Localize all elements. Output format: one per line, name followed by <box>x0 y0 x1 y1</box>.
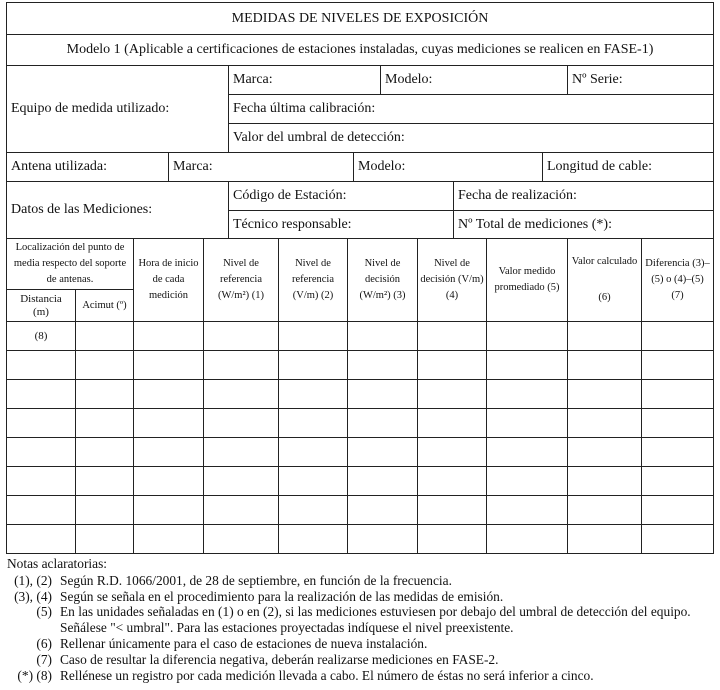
grid-cell[interactable] <box>203 524 279 554</box>
header-calculado-label: Valor calculado <box>571 255 638 267</box>
equipo-serie-field[interactable]: Nº Serie: <box>567 65 714 95</box>
grid-cell[interactable] <box>347 524 418 554</box>
grid-cell[interactable] <box>75 524 134 554</box>
grid-cell[interactable] <box>203 350 279 380</box>
form-title: MEDIDAS DE NIVELES DE EXPOSICIÓN <box>6 2 714 35</box>
grid-cell[interactable] <box>278 466 348 496</box>
note-item <box>7 573 717 589</box>
grid-cell[interactable] <box>203 379 279 409</box>
grid-cell[interactable] <box>75 466 134 496</box>
header-hora: Hora de inicio de cada medición <box>133 238 204 322</box>
grid-cell[interactable] <box>133 321 204 351</box>
grid-cell[interactable] <box>6 524 76 554</box>
notes-title: Notas aclaratorias: <box>7 556 108 571</box>
grid-cell[interactable] <box>133 524 204 554</box>
grid-cell[interactable] <box>641 321 714 351</box>
grid-cell[interactable] <box>278 321 348 351</box>
grid-cell[interactable] <box>641 437 714 467</box>
grid-cell[interactable] <box>486 524 568 554</box>
note-ref: (6) <box>36 635 52 651</box>
note-text: Según R.D. 1066/2001, de 28 de septiembre, en función de la frecuencia. <box>60 572 452 588</box>
datos-label: Datos de las Mediciones: <box>6 181 229 239</box>
note-ref: (3), (4) <box>14 588 52 604</box>
antena-label: Antena utilizada: <box>6 152 169 182</box>
grid-cell[interactable] <box>6 495 76 525</box>
calibracion-field[interactable]: Fecha última calibración: <box>228 94 714 124</box>
grid-cell[interactable] <box>641 495 714 525</box>
fecha-field[interactable]: Fecha de realización: <box>453 181 714 211</box>
notes-section <box>7 556 717 683</box>
umbral-field[interactable]: Valor del umbral de detección: <box>228 123 714 153</box>
grid-cell[interactable] <box>6 379 76 409</box>
grid-cell[interactable] <box>278 437 348 467</box>
grid-cell[interactable] <box>417 379 487 409</box>
grid-cell[interactable] <box>641 466 714 496</box>
grid-cell[interactable] <box>278 495 348 525</box>
header-calculado <box>567 238 642 322</box>
grid-cell[interactable] <box>417 466 487 496</box>
grid-cell[interactable] <box>347 350 418 380</box>
grid-cell[interactable] <box>417 495 487 525</box>
grid-cell[interactable] <box>417 321 487 351</box>
header-promediado: Valor medido promediado (5) <box>486 238 568 322</box>
grid-cell[interactable] <box>75 437 134 467</box>
header-dec-v: Nivel de decisión (V/m) (4) <box>417 238 487 322</box>
note-item <box>7 636 717 652</box>
antena-modelo-field[interactable]: Modelo: <box>353 152 543 182</box>
grid-cell[interactable] <box>75 321 134 351</box>
grid-cell[interactable] <box>641 350 714 380</box>
equipo-marca-field[interactable]: Marca: <box>228 65 381 95</box>
grid-cell[interactable] <box>567 321 642 351</box>
note-text: Según se señala en el procedimiento para la realización de las medidas de emisión. <box>60 588 504 604</box>
grid-cell[interactable] <box>567 350 642 380</box>
total-field[interactable]: Nº Total de mediciones (*): <box>453 210 714 239</box>
cable-field[interactable]: Longitud de cable: <box>542 152 714 182</box>
note-item <box>7 668 717 684</box>
grid-cell[interactable] <box>347 321 418 351</box>
grid-cell[interactable] <box>347 466 418 496</box>
grid-cell[interactable] <box>641 379 714 409</box>
grid-cell[interactable] <box>486 495 568 525</box>
measurement-form <box>6 2 714 554</box>
note-ref: (5) <box>36 604 52 620</box>
grid-cell[interactable] <box>6 408 76 438</box>
grid-cell[interactable] <box>203 437 279 467</box>
note-ref: (7) <box>36 651 52 667</box>
grid-cell[interactable] <box>417 524 487 554</box>
tecnico-field[interactable]: Técnico responsable: <box>228 210 454 239</box>
antena-marca-field[interactable]: Marca: <box>168 152 354 182</box>
grid-cell[interactable] <box>75 495 134 525</box>
grid-cell[interactable] <box>75 350 134 380</box>
grid-cell[interactable] <box>486 466 568 496</box>
first-row-mark: (8) <box>34 329 48 342</box>
grid-cell[interactable] <box>6 321 76 351</box>
header-calculado-number: (6) <box>598 292 611 303</box>
grid-cell[interactable] <box>641 408 714 438</box>
note-text: Rellénese un registro por cada medición llevada a cabo. El número de éstas no será inferior a cinco. <box>60 667 594 683</box>
codigo-field[interactable]: Código de Estación: <box>228 181 454 211</box>
grid-cell[interactable] <box>486 350 568 380</box>
note-text: Rellenar únicamente para el caso de estaciones de nueva instalación. <box>60 635 428 651</box>
header-ref-v: Nivel de referencia (V/m) (2) <box>278 238 348 322</box>
grid-cell[interactable] <box>486 437 568 467</box>
grid-cell[interactable] <box>486 321 568 351</box>
grid-cell[interactable] <box>567 408 642 438</box>
header-acimut: Acimut (º) <box>75 289 134 322</box>
grid-cell[interactable] <box>567 379 642 409</box>
grid-cell[interactable] <box>6 466 76 496</box>
header-ref-w: Nivel de referencia (W/m²) (1) <box>203 238 279 322</box>
grid-cell[interactable] <box>203 408 279 438</box>
grid-cell[interactable] <box>6 350 76 380</box>
equipo-label: Equipo de medida utilizado: <box>6 65 229 153</box>
grid-cell[interactable] <box>486 379 568 409</box>
grid-cell[interactable] <box>133 437 204 467</box>
grid-cell[interactable] <box>567 437 642 467</box>
grid-cell[interactable] <box>203 466 279 496</box>
grid-cell[interactable] <box>133 466 204 496</box>
note-text: Caso de resultar la diferencia negativa, deberán realizarse mediciones en FASE-2. <box>60 651 499 667</box>
grid-cell[interactable] <box>75 408 134 438</box>
grid-cell[interactable] <box>417 437 487 467</box>
header-distancia: Distancia (m) <box>6 289 76 322</box>
grid-cell[interactable] <box>278 524 348 554</box>
grid-cell[interactable] <box>567 466 642 496</box>
header-dec-w: Nivel de decisión (W/m²) (3) <box>347 238 418 322</box>
grid-cell[interactable] <box>133 379 204 409</box>
note-text: En las unidades señaladas en (1) o en (2), si las mediciones estuviesen por debajo del umbral de detección del equipo. Señálese "< umbral". Para las estaciones proyectadas indíquese el nivel preexistente. <box>60 604 691 636</box>
grid-cell[interactable] <box>133 495 204 525</box>
grid-cell[interactable] <box>567 524 642 554</box>
grid-cell[interactable] <box>203 495 279 525</box>
note-ref: (*) (8) <box>17 667 52 683</box>
grid-cell[interactable] <box>133 350 204 380</box>
grid-cell[interactable] <box>486 408 568 438</box>
header-localizacion: Localización del punto de media respecto del soporte de antenas. <box>6 238 134 290</box>
header-diferencia: Diferencia (3)–(5) o (4)–(5) (7) <box>641 238 714 322</box>
grid-cell[interactable] <box>641 524 714 554</box>
grid-cell[interactable] <box>278 350 348 380</box>
notes-list <box>7 573 717 684</box>
grid-cell[interactable] <box>278 408 348 438</box>
form-subtitle: Modelo 1 (Aplicable a certificaciones de estaciones instaladas, cuyas mediciones se realicen en FASE-1) <box>6 34 714 66</box>
grid-cell[interactable] <box>567 495 642 525</box>
grid-cell[interactable] <box>133 408 204 438</box>
grid-cell[interactable] <box>417 350 487 380</box>
grid-cell[interactable] <box>75 379 134 409</box>
grid-cell[interactable] <box>347 408 418 438</box>
grid-cell[interactable] <box>203 321 279 351</box>
grid-cell[interactable] <box>417 408 487 438</box>
grid-cell[interactable] <box>347 379 418 409</box>
equipo-modelo-field[interactable]: Modelo: <box>380 65 568 95</box>
note-item <box>7 589 717 605</box>
grid-cell[interactable] <box>347 437 418 467</box>
note-item <box>7 604 717 636</box>
note-item <box>7 652 717 668</box>
grid-cell[interactable] <box>347 495 418 525</box>
grid-cell[interactable] <box>278 379 348 409</box>
grid-cell[interactable] <box>6 437 76 467</box>
note-ref: (1), (2) <box>14 572 52 588</box>
